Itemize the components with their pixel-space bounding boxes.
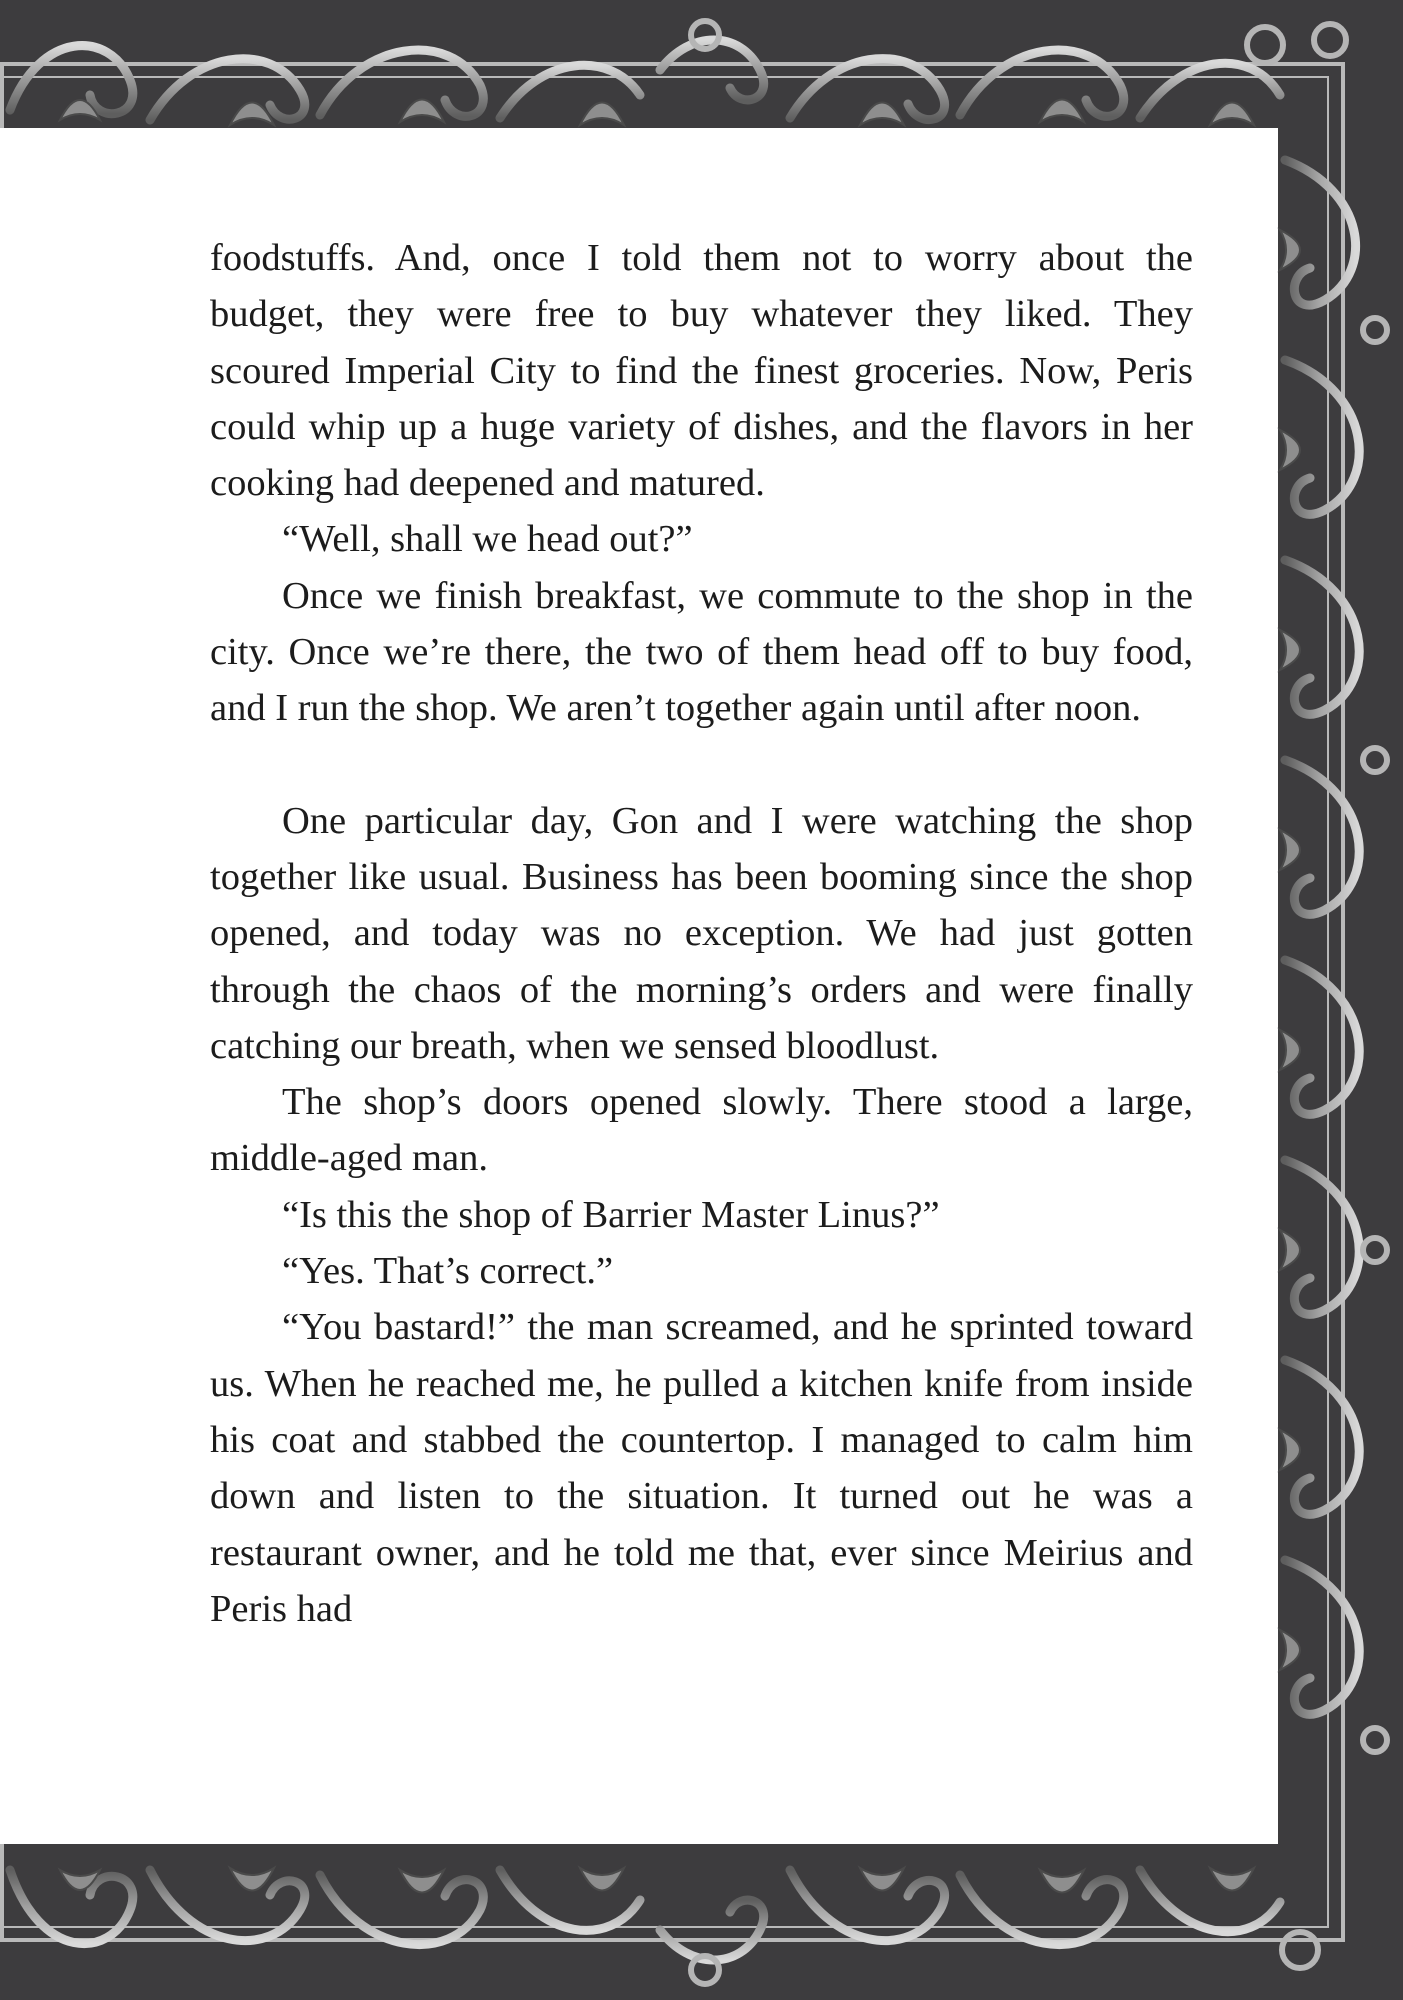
paragraph: “Yes. That’s correct.” [282, 1250, 614, 1293]
paragraph: foodstuffs. And, once I told them not to worry about the budget, they were free to buy whatever they liked. They scoured Imperial City to find the finest groceries. Now, Peris could whip up a huge variety of dishes, and the flavors in her cooking had deepened and matured. [210, 237, 1193, 505]
right-scroll-border-icon [1270, 0, 1403, 2000]
paragraph: One particular day, Gon and I were watching the shop together like usual. Business has been booming since the shop opened, and today was no exception. We had just gotten through the chaos of the morning’s orders and were finally catching our breath, when we sensed bloodlust. [210, 799, 1193, 1067]
paragraph: “Is this the shop of Barrier Master Linus?” [282, 1193, 940, 1236]
paragraph: Once we finish breakfast, we commute to the shop in the city. Once we’re there, the two of them head off to buy food, and I run the shop. We aren’t together again until after noon. [210, 574, 1193, 730]
body-text [210, 230, 1193, 1637]
bottom-scroll-border-icon [0, 1830, 1403, 2000]
paragraph: “Well, shall we head out?” [282, 518, 693, 561]
paragraph: “You bastard!” the man screamed, and he sprinted toward us. When he reached me, he pulled a kitchen knife from inside his coat and stabbed the countertop. I managed to calm him down and listen to the situation. It turned out he was a restaurant owner, and he told me that, ever since Meirius and Peris had [210, 1306, 1193, 1630]
paragraph: The shop’s doors opened slowly. There stood a large, middle-aged man. [210, 1081, 1193, 1180]
